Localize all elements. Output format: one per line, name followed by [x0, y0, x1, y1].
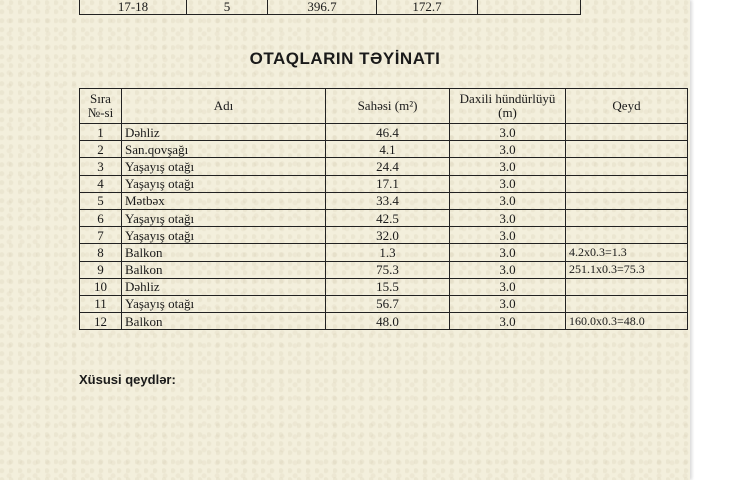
table-row — [80, 209, 688, 226]
row-number: 4 — [80, 175, 122, 192]
room-note: 251.1x0.3=75.3 — [566, 261, 688, 278]
room-area: 75.3 — [326, 261, 450, 278]
table-row — [80, 227, 688, 244]
room-height: 3.0 — [450, 141, 566, 158]
room-name: Balkon — [122, 313, 326, 330]
room-height: 3.0 — [450, 295, 566, 312]
column-header-height-text: Daxili hündürlüyü (m) — [459, 91, 556, 120]
row-number: 7 — [80, 227, 122, 244]
special-notes-label: Xüsusi qeydlər: — [79, 372, 176, 387]
room-name: Yaşayış otağı — [122, 158, 326, 175]
room-name: Dəhliz — [122, 278, 326, 295]
room-height: 3.0 — [450, 261, 566, 278]
room-name: Yaşayış otağı — [122, 175, 326, 192]
table-row — [80, 124, 688, 141]
row-number: 8 — [80, 244, 122, 261]
room-area: 33.4 — [326, 192, 450, 209]
room-note — [566, 141, 688, 158]
room-area: 1.3 — [326, 244, 450, 261]
table-row — [80, 278, 688, 295]
column-header-note: Qeyd — [566, 89, 688, 124]
row-number: 11 — [80, 295, 122, 312]
table-row — [80, 261, 688, 278]
section-heading: OTAQLARIN TƏYİNATI — [249, 49, 441, 68]
room-height: 3.0 — [450, 227, 566, 244]
room-name: Dəhliz — [122, 124, 326, 141]
row-number: 1 — [80, 124, 122, 141]
row-number: 10 — [80, 278, 122, 295]
room-area: 42.5 — [326, 209, 450, 226]
summary-cell: 396.7 — [268, 0, 377, 15]
room-height: 3.0 — [450, 192, 566, 209]
room-note — [566, 209, 688, 226]
row-number: 2 — [80, 141, 122, 158]
room-note — [566, 295, 688, 312]
column-header-number — [80, 89, 122, 124]
table-row — [80, 244, 688, 261]
room-name: Balkon — [122, 261, 326, 278]
column-header-name: Adı — [122, 89, 326, 124]
summary-cell — [478, 0, 581, 15]
room-height: 3.0 — [450, 158, 566, 175]
room-note — [566, 158, 688, 175]
row-number: 3 — [80, 158, 122, 175]
room-note: 160.0x0.3=48.0 — [566, 313, 688, 330]
summary-cell: 5 — [187, 0, 268, 15]
row-number: 9 — [80, 261, 122, 278]
room-note: 4.2x0.3=1.3 — [566, 244, 688, 261]
room-name: Yaşayış otağı — [122, 209, 326, 226]
room-name: San.qovşağı — [122, 141, 326, 158]
room-area: 46.4 — [326, 124, 450, 141]
room-note — [566, 278, 688, 295]
room-name: Yaşayış otağı — [122, 227, 326, 244]
row-number: 6 — [80, 209, 122, 226]
room-note — [566, 227, 688, 244]
rooms-body — [80, 124, 688, 330]
table-row — [80, 175, 688, 192]
column-header-area-text: Sahəsi (m²) — [357, 98, 418, 113]
room-name: Balkon — [122, 244, 326, 261]
rooms-header-row — [80, 89, 688, 124]
room-note — [566, 192, 688, 209]
table-row — [80, 158, 688, 175]
room-name: Mətbəx — [122, 192, 326, 209]
table-row — [80, 313, 688, 330]
room-height: 3.0 — [450, 244, 566, 261]
room-note — [566, 124, 688, 141]
summary-cell: 17-18 — [80, 0, 187, 15]
summary-table-partial — [79, 0, 581, 15]
column-header-area — [326, 89, 450, 124]
summary-row — [80, 0, 581, 15]
room-area: 15.5 — [326, 278, 450, 295]
room-area: 4.1 — [326, 141, 450, 158]
room-height: 3.0 — [450, 124, 566, 141]
room-area: 32.0 — [326, 227, 450, 244]
table-row — [80, 295, 688, 312]
rooms-table — [79, 88, 688, 330]
room-note — [566, 175, 688, 192]
room-area: 48.0 — [326, 313, 450, 330]
column-header-height — [450, 89, 566, 124]
table-row — [80, 141, 688, 158]
room-area: 24.4 — [326, 158, 450, 175]
summary-cell: 172.7 — [377, 0, 478, 15]
room-area: 17.1 — [326, 175, 450, 192]
row-number: 5 — [80, 192, 122, 209]
room-height: 3.0 — [450, 278, 566, 295]
room-height: 3.0 — [450, 209, 566, 226]
room-height: 3.0 — [450, 175, 566, 192]
table-row — [80, 192, 688, 209]
room-name: Yaşayış otağı — [122, 295, 326, 312]
row-number: 12 — [80, 313, 122, 330]
room-height: 3.0 — [450, 313, 566, 330]
column-header-number-text: Sıra №-si — [87, 91, 114, 120]
room-area: 56.7 — [326, 295, 450, 312]
